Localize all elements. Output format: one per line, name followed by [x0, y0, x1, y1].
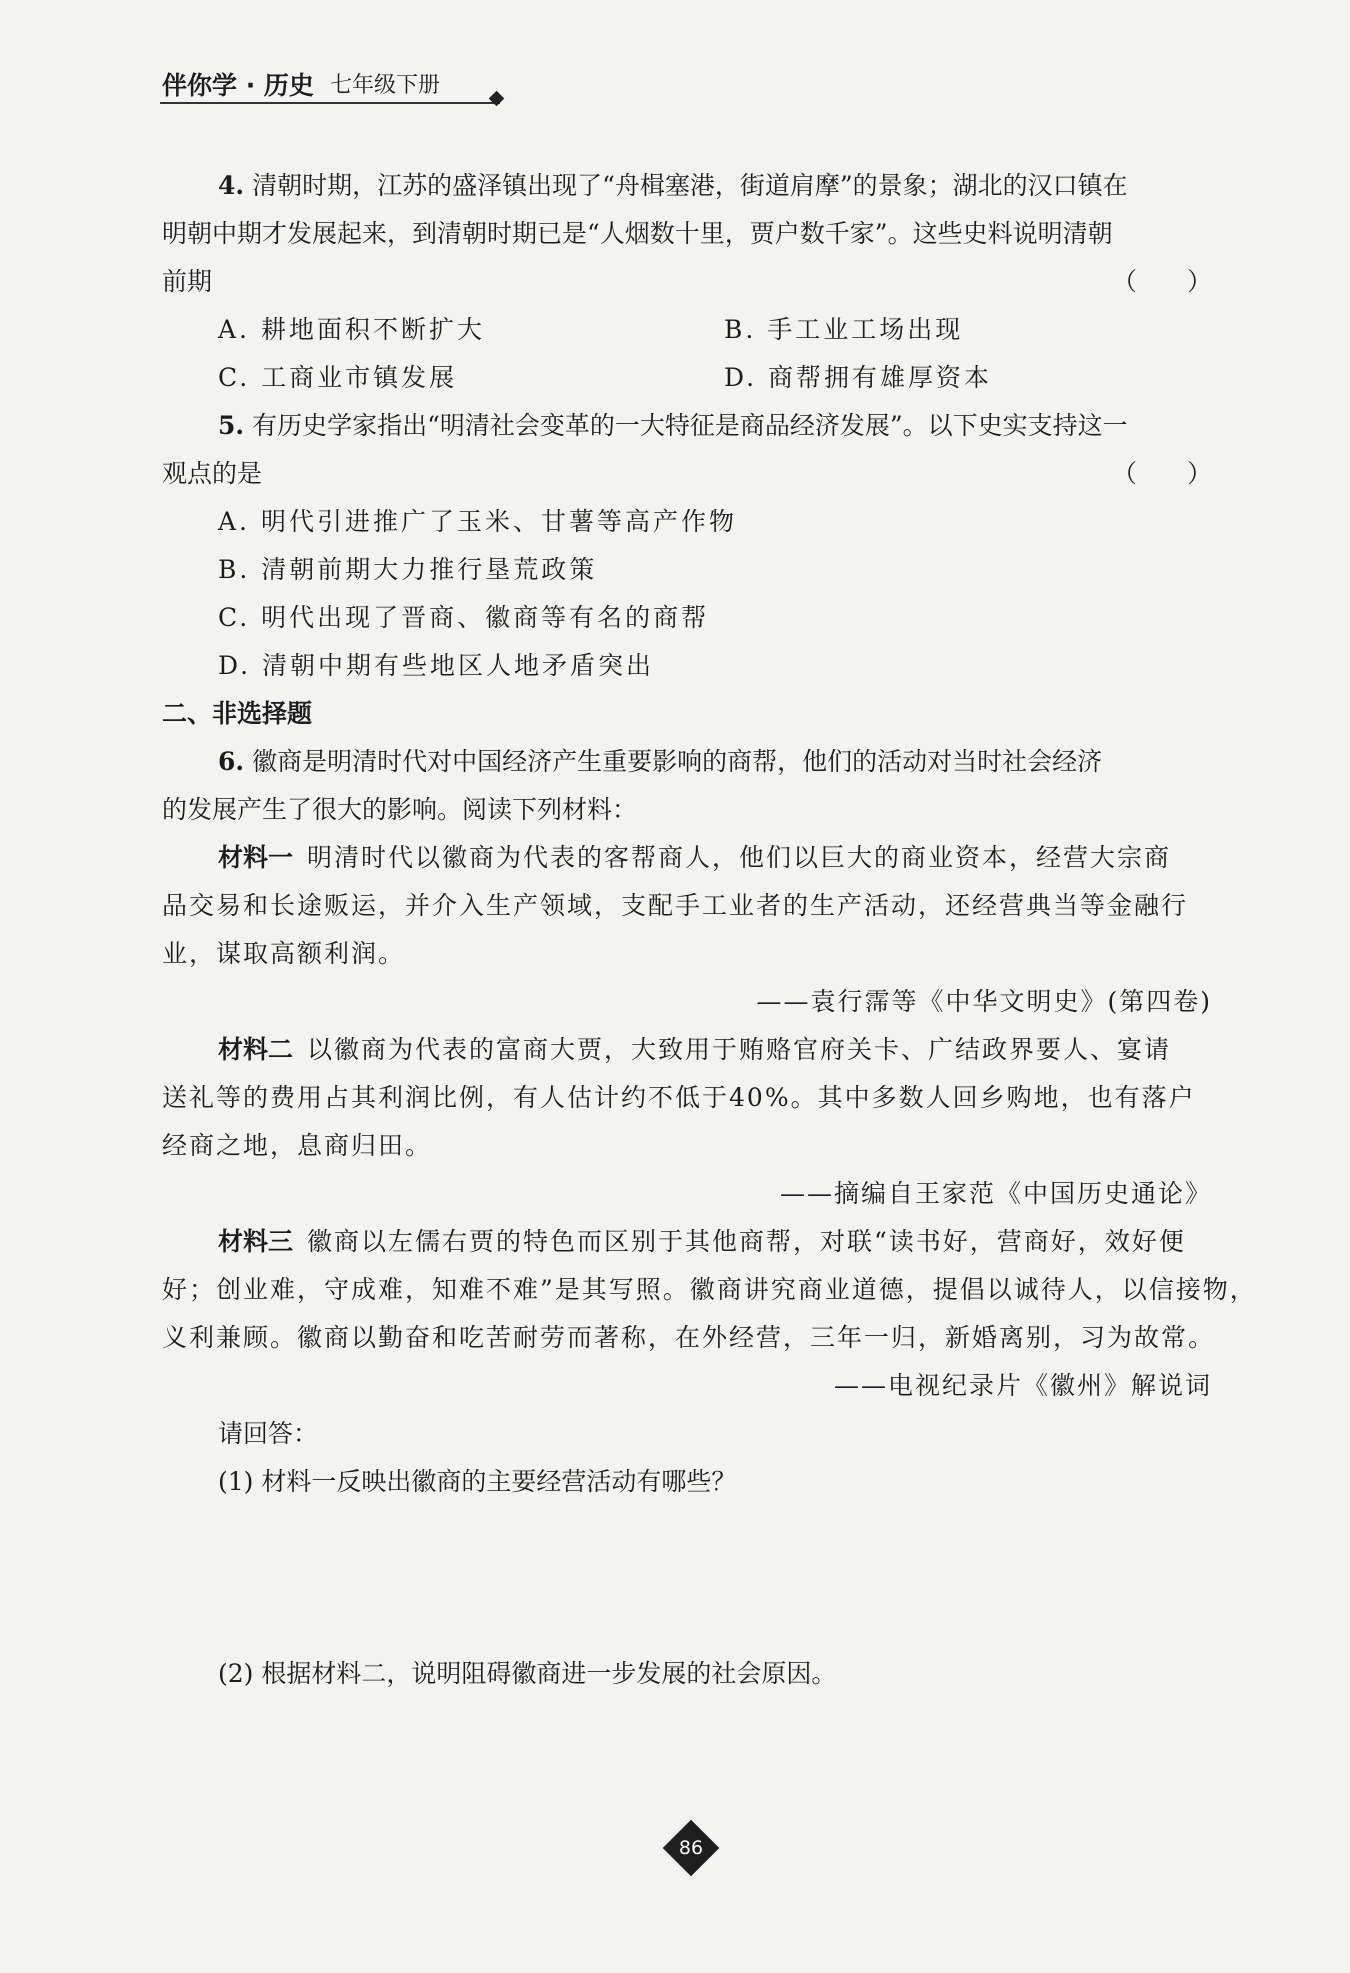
- diamond-icon: [489, 91, 505, 107]
- q5-option-d[interactable]: D. 清朝中期有些地区人地矛盾突出: [218, 651, 655, 680]
- material-2-label: 材料二: [218, 1035, 294, 1064]
- book-title: 伴你学 · 历史: [162, 71, 314, 100]
- q4-options-row-2: [162, 354, 1212, 402]
- q5-line-1: [162, 402, 1212, 450]
- page-number-badge: [665, 1822, 717, 1874]
- q4-option-c[interactable]: C. 工商业市镇发展: [218, 363, 458, 392]
- q6-number: 6.: [218, 747, 245, 776]
- material-3-label: 材料三: [218, 1227, 294, 1256]
- q4-option-a[interactable]: A. 耕地面积不断扩大: [218, 315, 485, 344]
- q6-line-2: 的发展产生了很大的影响。阅读下列材料：: [162, 795, 638, 824]
- sub-question-1: (1) 材料一反映出徽商的主要经营活动有哪些？: [218, 1467, 737, 1496]
- material-1-source: ——袁行霈等《中华文明史》(第四卷): [756, 987, 1212, 1016]
- q4-option-d[interactable]: D. 商帮拥有雄厚资本: [724, 363, 993, 392]
- section-heading: 二、非选择题: [162, 699, 313, 728]
- q4-text-3: 前期: [162, 267, 213, 296]
- material-3-text-1: 徽商以左儒右贾的特色而区别于其他商帮，对联“读书好，营商好，效好便: [307, 1227, 1186, 1256]
- q5-option-row-c: [162, 594, 1212, 642]
- q5-text-1: 有历史学家指出“明清社会变革的一大特征是商品经济发展”。以下史实支持这一: [252, 411, 1128, 440]
- q6-text-1: 徽商是明清时代对中国经济产生重要影响的商帮，他们的活动对当时社会经济: [252, 747, 1103, 776]
- grade-label: 七年级下册: [330, 73, 441, 98]
- material-1-line-1: [162, 834, 1212, 882]
- q4-options-row-1: [162, 306, 1212, 354]
- material-2-line-1: [162, 1026, 1212, 1074]
- q4-line-3: [162, 258, 1212, 306]
- q6-line-1: [162, 738, 1212, 786]
- q5-option-c[interactable]: C. 明代出现了晋商、徽商等有名的商帮: [218, 603, 710, 632]
- material-1-label: 材料一: [218, 843, 294, 872]
- q4-option-b[interactable]: B. 手工业工场出现: [724, 315, 964, 344]
- q4-number: 4.: [218, 171, 245, 200]
- page-content: [162, 162, 1257, 1842]
- material-3-line-3: 义利兼顾。徽商以勤奋和吃苦耐劳而著称，在外经营，三年一归，新婚离别，习为故常。: [162, 1323, 1216, 1352]
- q4-line-2: 明朝中期才发展起来，到清朝时期已是“人烟数十里，贾户数千家”。这些史料说明清朝: [162, 219, 1113, 248]
- q4-text-1: 清朝时期，江苏的盛泽镇出现了“舟楫塞港，街道肩摩”的景象；湖北的汉口镇在: [252, 171, 1128, 200]
- material-2-source: ——摘编自王家范《中国历史通论》: [779, 1179, 1212, 1208]
- q5-text-2: 观点的是: [162, 459, 263, 488]
- answer-space-1[interactable]: [162, 1506, 1212, 1650]
- q5-option-row-b: [162, 546, 1212, 594]
- q5-line-2: [162, 450, 1212, 498]
- material-2-line-3: 经商之地，息商归田。: [162, 1131, 433, 1160]
- answer-space-2[interactable]: [162, 1698, 1212, 1842]
- material-1-line-3: 业，谋取高额利润。: [162, 939, 406, 968]
- material-2-text-1: 以徽商为代表的富商大贾，大致用于贿赂官府关卡、广结政界要人、宴请: [307, 1035, 1172, 1064]
- q5-option-b[interactable]: B. 清朝前期大力推行垦荒政策: [218, 555, 598, 584]
- material-3-source: ——电视纪录片《徽州》解说词: [833, 1371, 1212, 1400]
- material-1-text-1: 明清时代以徽商为代表的客帮商人，他们以巨大的商业资本，经营大宗商: [307, 843, 1172, 872]
- q4-answer-paren[interactable]: （ ）: [1111, 267, 1212, 296]
- sub-question-2: (2) 根据材料二，说明阻碍徽商进一步发展的社会原因。: [218, 1659, 837, 1688]
- page-number: 86: [678, 1837, 704, 1859]
- material-3-line-2: 好；创业难，守成难，知难不难”是其写照。徽商讲究商业道德，提倡以诚待人，以信接物，: [162, 1275, 1257, 1304]
- q5-option-row-d: [162, 642, 1212, 690]
- q5-option-a[interactable]: A. 明代引进推广了玉米、甘薯等高产作物: [218, 507, 737, 536]
- q4-line-1: [162, 162, 1212, 210]
- material-2-line-2: 送礼等的费用占其利润比例，有人估计约不低于40%。其中多数人回乡购地，也有落户: [162, 1083, 1196, 1112]
- q5-answer-paren[interactable]: （ ）: [1111, 459, 1212, 488]
- material-1-line-2: 品交易和长途贩运，并介入生产领域，支配手工业者的生产活动，还经营典当等金融行: [162, 891, 1189, 920]
- answer-prompt: 请回答：: [218, 1419, 319, 1448]
- q5-number: 5.: [218, 411, 245, 440]
- material-3-line-1: [162, 1218, 1212, 1266]
- q5-option-row-a: [162, 498, 1212, 546]
- page-header: [160, 62, 500, 104]
